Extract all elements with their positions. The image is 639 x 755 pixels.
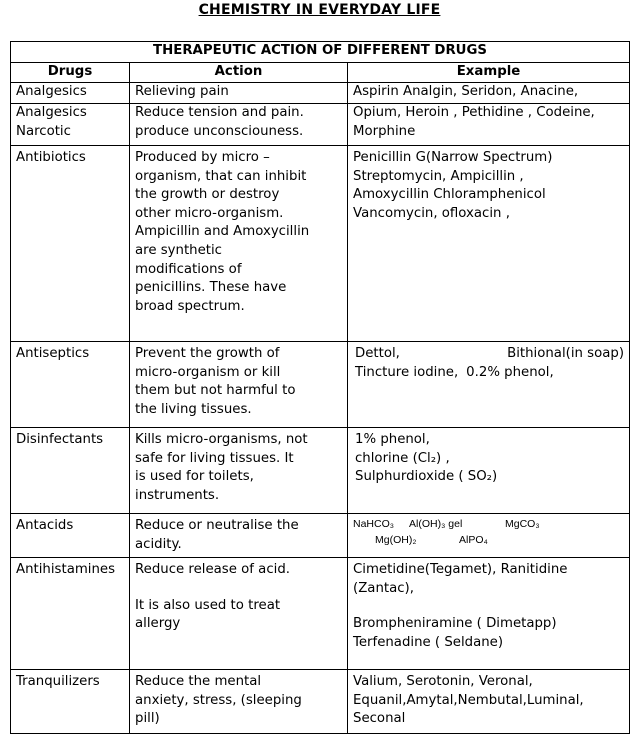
table-row [11,514,630,558]
example-item: Bithional(in soap) [507,346,625,361]
table-row [11,146,630,342]
example-line [353,364,624,383]
drug-name: Antibiotics [11,146,130,342]
formula: AlPO₄ [459,534,488,546]
example-item: Dettol, [355,346,400,361]
table-row [11,670,630,734]
drug-name: Antiseptics [11,342,130,428]
example-item: 0.2% phenol, [466,364,554,380]
drug-example: Aspirin Analgin, Seridon, Anacine, [348,83,630,104]
formula: Mg(OH)₂ [375,534,417,546]
table-row [11,428,630,514]
action-text: It is also used to treat allergy [135,597,281,632]
drug-example [348,342,630,428]
example-text: Brompheniramine ( Dimetapp) Terfenadine ( Seldane) [353,616,557,650]
formula: Al(OH)₃ gel [409,518,463,530]
example-item: Tincture iodine, [355,364,459,380]
table-row [11,342,630,428]
drug-name: Analgesics Narcotic [11,104,130,146]
drug-action: Prevent the growth of micro-organism or kill them but not harmful to the living tissues. [130,342,348,428]
header-example: Example [348,63,630,83]
drug-example: Penicillin G(Narrow Spectrum) Streptomycin, Ampicillin , Amoxycillin Chloramphenicol Vancomycin, ofloxacin , [348,146,630,342]
example-line [353,345,624,364]
drug-action: Reduce the mental anxiety, stress, (sleeping pill) [130,670,348,734]
drug-name: Antacids [11,514,130,558]
drug-name: Antihistamines [11,558,130,670]
action-text: Reduce release of acid. [135,562,290,577]
drug-example: Valium, Serotonin, Veronal, Equanil,Amytal,Nembutal,Luminal, Seconal [348,670,630,734]
header-action: Action [130,63,348,83]
drug-action: Relieving pain [130,83,348,104]
table-caption-row [11,42,630,63]
drug-name: Analgesics [11,83,130,104]
table-row [11,104,630,146]
table-row [11,83,630,104]
drug-example: Opium, Heroin , Pethidine , Codeine, Morphine [348,104,630,146]
header-drugs: Drugs [11,63,130,83]
drug-example: 1% phenol, chlorine (Cl₂) , Sulphurdioxide ( SO₂) [348,428,630,514]
drug-example [348,558,630,670]
table-row [11,558,630,670]
drug-action: Produced by micro – organism, that can inhibit the growth or destroy other micro-organism. Ampicillin and Amoxycillin are synthetic modifications of penicillins. These have broad spectrum. [130,146,348,342]
formula-line [353,532,624,548]
page-title: CHEMISTRY IN EVERYDAY LIFE [198,2,441,18]
formula: NaHCO₃ [353,518,395,530]
drug-action [130,558,348,670]
drugs-table [10,41,630,734]
drug-name: Disinfectants [11,428,130,514]
formula: MgCO₃ [505,518,540,530]
example-text: Cimetidine(Tegamet), Ranitidine (Zantac), [353,562,568,596]
drug-example [348,514,630,558]
drug-name: Tranquilizers [11,670,130,734]
drug-action: Reduce tension and pain. produce unconsciouness. [130,104,348,146]
drug-action: Kills micro-organisms, not safe for living tissues. It is used for toilets, instruments. [130,428,348,514]
table-caption: THERAPEUTIC ACTION OF DIFFERENT DRUGS [11,42,630,63]
drug-action: Reduce or neutralise the acidity. [130,514,348,558]
formula-line [353,516,624,532]
table-header-row [11,63,630,83]
